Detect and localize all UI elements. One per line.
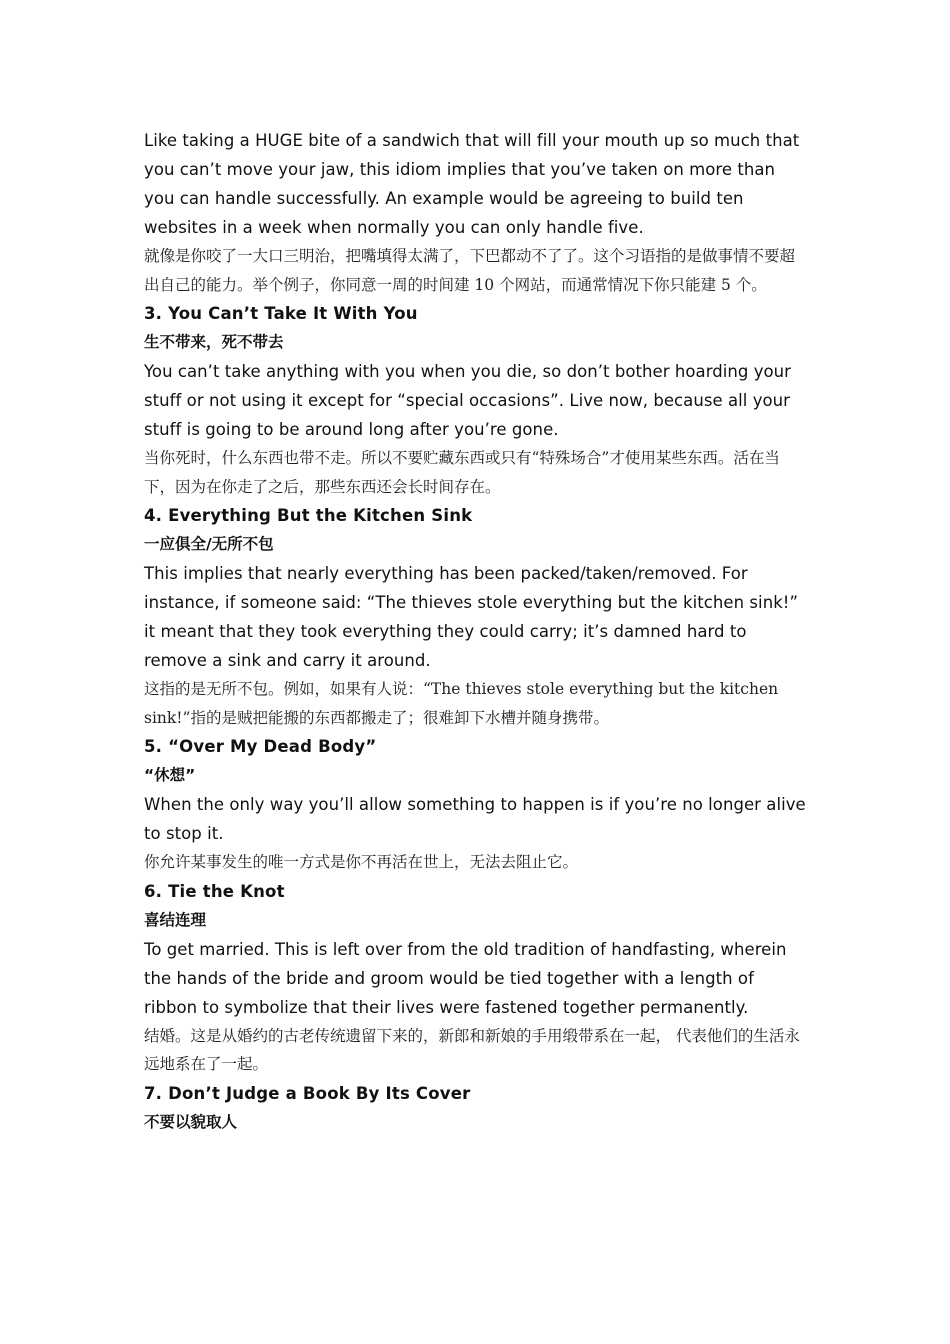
idiom-heading-zh: 喜结连理 [144,910,207,929]
document-page [144,126,810,1137]
idiom-heading: 6. Tie the Knot [144,881,285,901]
idiom-section-7 [144,1079,810,1137]
idiom-explanation-zh: 这指的是无所不包。例如，如果有人说：“The thieves stole everything but the kitchen sink!”指的是贼把能搬的东西都搬走了；很难卸下水槽并随身携带。 [144,680,779,727]
idiom-explanation-zh: 结婚。这是从婚约的古老传统遗留下来的，新郎和新娘的手用缎带系在一起， 代表他们的生活永远地系在了一起。 [144,1026,800,1073]
idiom-heading: 4. Everything But the Kitchen Sink [144,506,473,525]
idiom-explanation-zh: 当你死时，什么东西也带不走。所以不要贮藏东西或只有“特殊场合”才使用某些东西。活在当下，因为在你走了之后，那些东西还会长时间存在。 [144,449,780,496]
intro-paragraph-en: Like taking a HUGE bite of a sandwich that will fill your mouth up so much that you can’t move your jaw, this idiom implies that you’ve taken on more than you can handle successfully. An example would be agreeing to build ten websites in a week when normally you can only handle five. [144,131,800,237]
idiom-explanation-en: This implies that nearly everything has been packed/taken/removed. For instance, if someone said: “The thieves stole everything but the kitchen sink!” it meant that they took everything they could carry; it’s damned hard to remove a sink and carry it around. [144,564,799,670]
idiom-explanation-en: You can’t take anything with you when you die, so don’t bother hoarding your stuff or not using it except for “special occasions”. Live now, because all your stuff is going to be around long after you’re gone. [144,362,792,439]
idiom-explanation-zh: 你允许某事发生的唯一方式是你不再活在世上，无法去阻止它。 [144,853,579,871]
idiom-section-4 [144,501,810,732]
idiom-heading-zh: 不要以貌取人 [144,1112,238,1131]
idiom-heading-zh: “休想” [144,766,196,784]
idiom-heading: 7. Don’t Judge a Book By Its Cover [144,1083,471,1103]
idiom-heading-zh: 生不带来，死不带去 [144,333,284,351]
idiom-section-6 [144,877,810,1079]
idiom-section-5 [144,732,810,877]
idiom-heading: 5. “Over My Dead Body” [144,737,377,756]
intro-paragraph-zh: 就像是你咬了一大口三明治，把嘴填得太满了，下巴都动不了了。这个习语指的是做事情不要超出自己的能力。举个例子，你同意一周的时间建 10 个网站，而通常情况下你只能建 5 个。 [144,247,796,294]
idiom-explanation-en: When the only way you’ll allow something to happen is if you’re no longer alive to stop it. [144,795,806,843]
idiom-explanation-en: To get married. This is left over from the old tradition of handfasting, wherein the hands of the bride and groom would be tied together with a length of ribbon to symbolize that their lives were fastened together permanently. [144,939,787,1017]
idiom-heading-zh: 一应俱全/无所不包 [144,535,274,553]
idiom-heading: 3. You Can’t Take It With You [144,304,418,323]
idiom-section-3 [144,299,810,501]
